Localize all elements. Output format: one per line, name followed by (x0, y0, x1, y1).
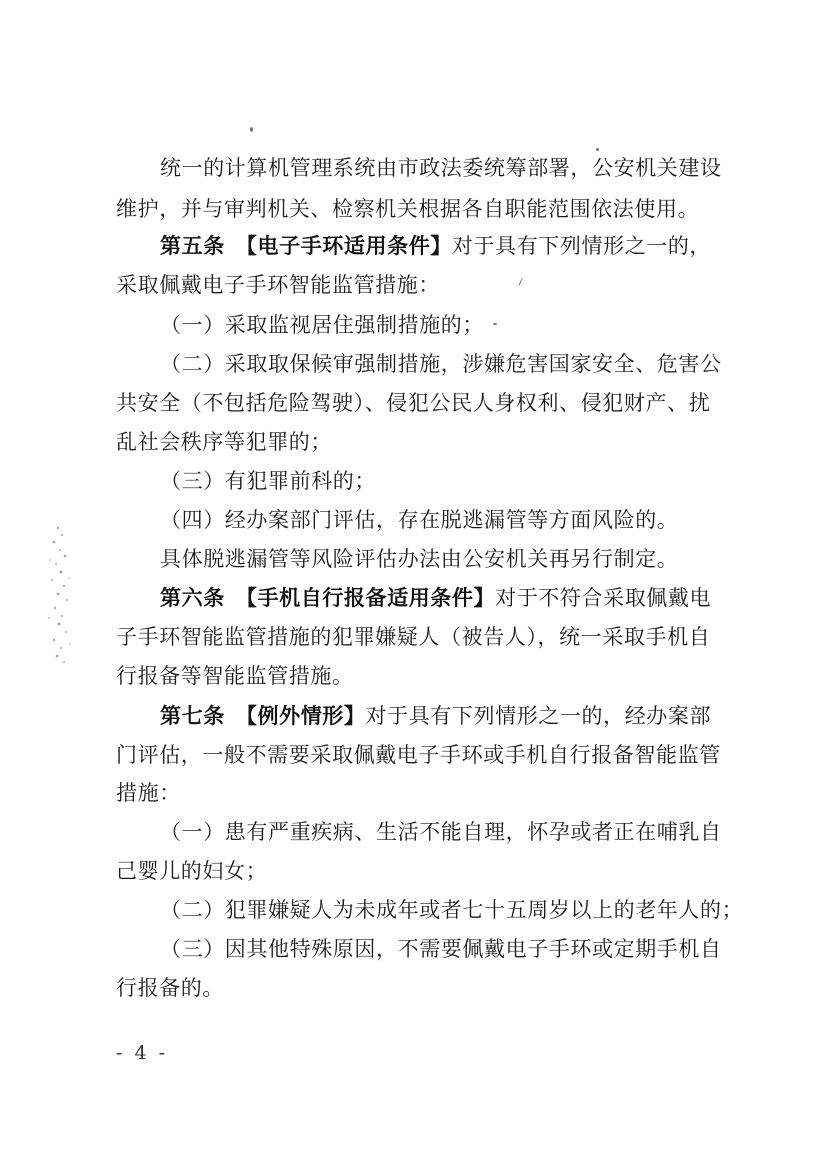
scan-speck (518, 277, 523, 286)
scan-speck (250, 127, 253, 132)
article-6-heading: 第六条 【手机自行报备适用条件】 (160, 586, 496, 610)
scan-speck (596, 148, 599, 151)
paragraph-line: 子手环智能监管措施的犯罪嫌疑人（被告人），统一采取手机自 (116, 625, 711, 649)
article-5-heading: 第五条 【电子手环适用条件】 (160, 234, 452, 258)
paragraph-line: 统一的计算机管理系统由市政法委统筹部署，公安机关建设 (160, 156, 722, 180)
list-item: （四）经办案部门评估，存在脱逃漏管等方面风险的。 (160, 508, 679, 532)
paragraph-line: 乱社会秩序等犯罪的； (116, 430, 332, 454)
list-item: （三）有犯罪前科的； (160, 469, 376, 493)
scan-speck (493, 323, 497, 325)
paragraph-line: 门评估，一般不需要采取佩戴电子手环或手机自行报备智能监管 (116, 743, 721, 767)
paragraph-line: 维护，并与审判机关、检察机关根据各自职能范围依法使用。 (116, 197, 700, 221)
article-5-text: 对于具有下列情形之一的， (451, 234, 712, 258)
paragraph-line: 措施： (116, 781, 181, 805)
article-7-line (160, 701, 711, 731)
scan-noise (40, 520, 80, 670)
list-item: （一）患有严重疾病、生活不能自理，怀孕或者正在哺乳自 (160, 820, 722, 844)
paragraph-line: 己婴儿的妇女； (116, 859, 268, 883)
article-6-line (160, 583, 711, 613)
list-item: （三）因其他特殊原因，不需要佩戴电子手环或定期手机自 (160, 937, 722, 961)
article-7-heading: 第七条 【例外情形】 (160, 704, 366, 728)
list-item: （二）犯罪嫌疑人为未成年或者七十五周岁以上的老年人的； (160, 898, 744, 922)
paragraph-line: 共安全（不包括危险驾驶）、侵犯公民人身权利、侵犯财产、扰 (116, 391, 711, 415)
list-item: （一）采取监视居住强制措施的； (160, 313, 484, 337)
page-number: - 4 - (116, 1042, 169, 1064)
paragraph-line: 行报备的。 (116, 976, 224, 1000)
article-7-text: 对于具有下列情形之一的，经办案部 (365, 704, 712, 728)
paragraph-line: 行报备等智能监管措施。 (116, 664, 354, 688)
article-5-line (160, 231, 711, 261)
list-item: （二）采取取保候审强制措施，涉嫌危害国家安全、危害公 (160, 352, 722, 376)
article-6-text: 对于不符合采取佩戴电 (495, 586, 712, 610)
paragraph-line: 采取佩戴电子手环智能监管措施： (116, 273, 440, 297)
paragraph-line: 具体脱逃漏管等风险评估办法由公安机关再另行制定。 (160, 547, 679, 571)
